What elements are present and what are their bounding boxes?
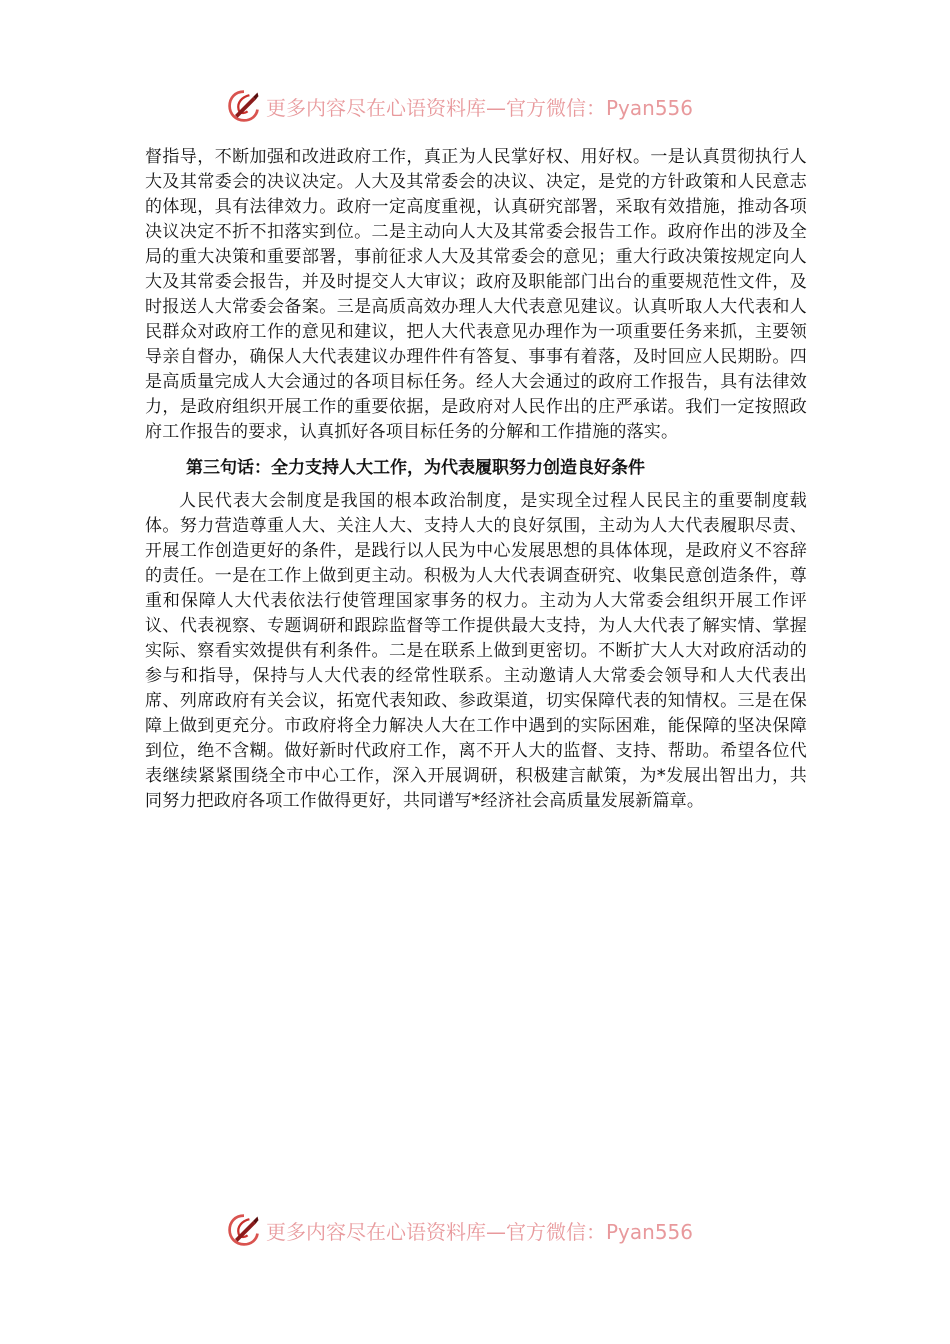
footer-watermark xyxy=(226,1210,726,1250)
document-body xyxy=(145,145,807,814)
section-heading: 第三句话：全力支持人大工作，为代表履职努力创造良好条件 xyxy=(186,458,645,478)
watermark-brand: 更多内容尽在心语资料库 xyxy=(266,1219,486,1244)
pen-swirl-logo-icon xyxy=(226,1212,262,1248)
watermark-contact-label: 官方微信： xyxy=(506,95,606,120)
watermark-brand: 更多内容尽在心语资料库 xyxy=(266,95,486,120)
header-watermark xyxy=(226,86,726,126)
watermark-contact-label: 官方微信： xyxy=(506,1219,606,1244)
body-paragraph-2: 人民代表大会制度是我国的根本政治制度，是实现全过程人民民主的重要制度载体。努力营造尊重人大、关注人大、支持人大的良好氛围，主动为人大代表履职尽责、开展工作创造更好的条件，是践行以人民为中心发展思想的具体体现，是政府义不容辞的责任。一是在工作上做到更主动。积极为人大代表调查研究、收集民意创造条件，尊重和保障人大代表依法行使管理国家事务的权力。主动为人大常委会组织开展工作评议、代表视察、专题调研和跟踪监督等工作提供最大支持，为人大代表了解实情、掌握实际、察看实效提供有利条件。二是在联系上做到更密切。不断扩大人大对政府活动的参与和指导，保持与人大代表的经常性联系。主动邀请人大常委会领导和人大代表出席、列席政府有关会议，拓宽代表知政、参政渠道，切实保障代表的知情权。三是在保障上做到更充分。市政府将全力解决人大在工作中遇到的实际困难，能保障的坚决保障到位，绝不含糊。做好新时代政府工作，离不开人大的监督、支持、帮助。希望各位代表继续紧紧围绕全市中心工作，深入开展调研，积极建言献策，为*发展出智出力，共同努力把政府各项工作做得更好，共同谱写*经济社会高质量发展新篇章。 xyxy=(145,491,807,811)
watermark-contact-id: Pyan556 xyxy=(606,95,694,120)
watermark-separator: — xyxy=(486,1219,506,1244)
body-paragraph-1: 督指导，不断加强和改进政府工作，真正为人民掌好权、用好权。一是认真贯彻执行人大及其常委会的决议决定。人大及其常委会的决议、决定，是党的方针政策和人民意志的体现，具有法律效力。政府一定高度重视，认真研究部署，采取有效措施，推动各项决议决定不折不扣落实到位。二是主动向人大及其常委会报告工作。政府作出的涉及全局的重大决策和重要部署，事前征求人大及其常委会的意见；重大行政决策按规定向人大及其常委会报告，并及时提交人大审议；政府及职能部门出台的重要规范性文件，及时报送人大常委会备案。三是高质高效办理人大代表意见建议。认真听取人大代表和人民群众对政府工作的意见和建议，把人大代表意见办理作为一项重要任务来抓，主要领导亲自督办，确保人大代表建议办理件件有答复、事事有着落，及时回应人民期盼。四是高质量完成人大会通过的各项目标任务。经人大会通过的政府工作报告，具有法律效力，是政府组织开展工作的重要依据，是政府对人民作出的庄严承诺。我们一定按照政府工作报告的要求，认真抓好各项目标任务的分解和工作措施的落实。 xyxy=(145,147,807,442)
watermark-text xyxy=(266,92,693,121)
pen-swirl-logo-icon xyxy=(226,88,262,124)
watermark-text xyxy=(266,1216,693,1245)
watermark-separator: — xyxy=(486,95,506,120)
watermark-contact-id: Pyan556 xyxy=(606,1219,694,1244)
